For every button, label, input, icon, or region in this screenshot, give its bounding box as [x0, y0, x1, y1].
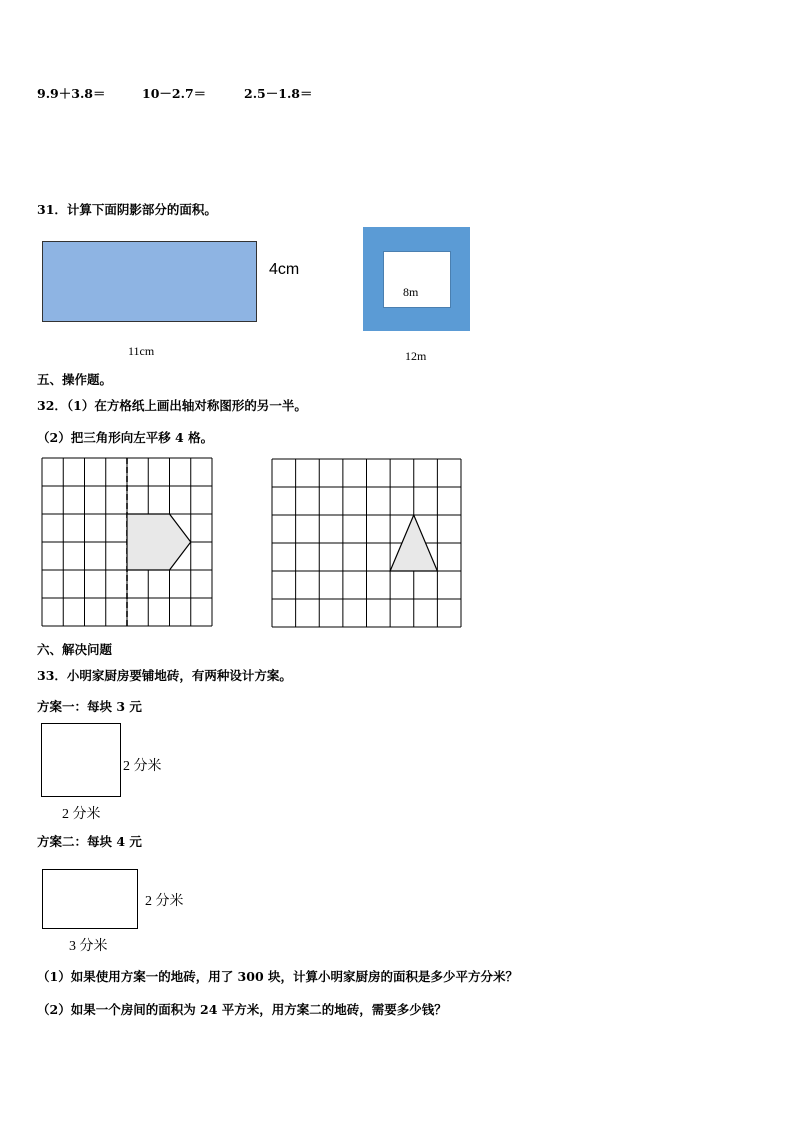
plan1-title: 方案一：每块 3 元 [37, 699, 142, 714]
section-6-heading: 六、解决问题 [37, 642, 113, 657]
plan2-title: 方案二：每块 4 元 [37, 834, 142, 849]
symmetry-grid [42, 458, 212, 626]
q33-prompt: 33．小明家厨房要铺地砖，有两种设计方案。 [37, 668, 292, 683]
plan1-side-label: 2 分米 [123, 759, 162, 774]
rect-height-label: 4cm [269, 261, 300, 278]
section-5-heading: 五、操作题。 [37, 372, 113, 387]
plan2-side-label: 2 分米 [145, 894, 184, 909]
rect-width-label: 11cm [128, 344, 155, 358]
arithmetic-2: 10－2.7＝ [142, 86, 207, 101]
q33-sub1: （1）如果使用方案一的地砖，用了 300 块，计算小明家厨房的面积是多少平方分米？ [37, 969, 518, 984]
half-pentagon-shape [127, 514, 191, 570]
translation-grid [272, 459, 461, 627]
q31-prompt: 31．计算下面阴影部分的面积。 [37, 202, 217, 217]
plan1-tile [41, 723, 121, 797]
arithmetic-3: 2.5－1.8＝ [244, 86, 313, 101]
plan2-bottom-label: 3 分米 [69, 939, 108, 954]
arithmetic-1: 9.9＋3.8＝ [37, 86, 106, 101]
q32-part1: 32．（1）在方格纸上画出轴对称图形的另一半。 [37, 398, 307, 413]
q32-part2: （2）把三角形向左平移 4 格。 [37, 430, 214, 445]
inner-square-label: 8m [403, 285, 419, 299]
plan1-bottom-label: 2 分米 [62, 807, 101, 822]
shaded-rectangle [42, 241, 257, 322]
outer-square-label: 12m [405, 349, 427, 363]
plan2-tile [42, 869, 138, 929]
q33-sub2: （2）如果一个房间的面积为 24 平方米，用方案二的地砖，需要多少钱？ [37, 1002, 447, 1017]
